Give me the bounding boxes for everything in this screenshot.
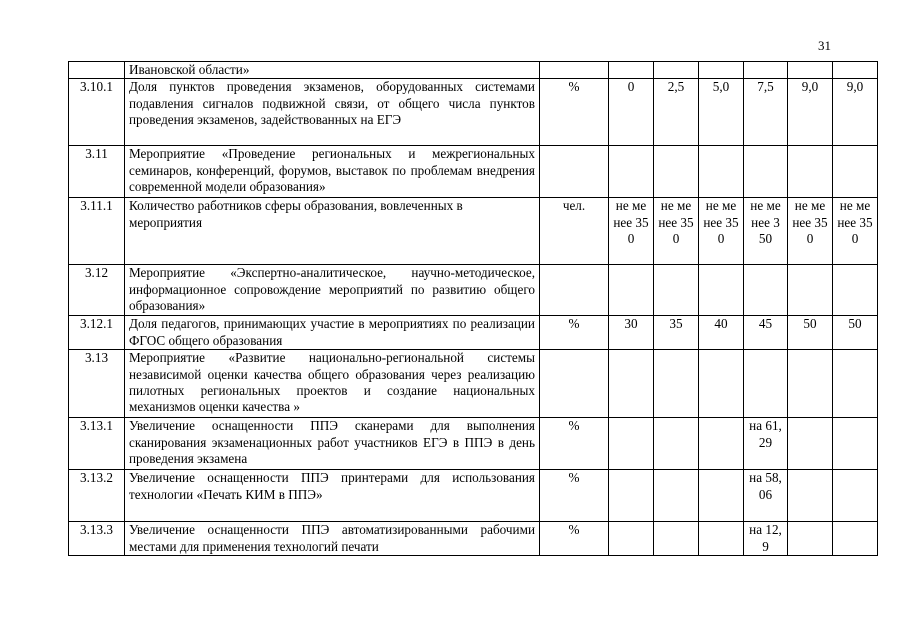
row-value: 5,0 xyxy=(699,79,744,146)
row-value: не менее 350 xyxy=(609,198,654,265)
row-unit xyxy=(540,350,609,418)
table-row xyxy=(69,62,878,79)
row-value xyxy=(699,522,744,556)
row-value xyxy=(609,350,654,418)
row-number: 3.12 xyxy=(69,265,125,316)
table-row xyxy=(69,316,878,350)
row-value xyxy=(833,62,878,79)
row-value xyxy=(833,350,878,418)
row-value: 45 xyxy=(744,316,788,350)
row-value xyxy=(744,265,788,316)
row-value xyxy=(609,265,654,316)
row-text: Количество работников сферы образования, вовлеченных в мероприятия xyxy=(125,198,540,265)
row-value xyxy=(699,62,744,79)
table-row xyxy=(69,146,878,198)
row-value xyxy=(654,62,699,79)
row-value xyxy=(833,265,878,316)
table-row xyxy=(69,198,878,265)
row-unit xyxy=(540,265,609,316)
row-value xyxy=(609,470,654,522)
row-unit: % xyxy=(540,418,609,470)
row-unit: % xyxy=(540,79,609,146)
row-number: 3.11 xyxy=(69,146,125,198)
row-text: Ивановской области» xyxy=(125,62,540,79)
row-value xyxy=(788,62,833,79)
row-number: 3.12.1 xyxy=(69,316,125,350)
row-value xyxy=(788,350,833,418)
row-value xyxy=(654,146,699,198)
row-value xyxy=(788,265,833,316)
row-value: не менее 350 xyxy=(788,198,833,265)
row-number: 3.13.1 xyxy=(69,418,125,470)
row-value: 35 xyxy=(654,316,699,350)
table-row xyxy=(69,350,878,418)
row-value xyxy=(788,418,833,470)
row-value xyxy=(788,146,833,198)
row-unit: % xyxy=(540,522,609,556)
row-text: Мероприятие «Развитие национально-региональной системы независимой оценки качества общего образования через реализацию пилотных региональных проектов и создание национальных механизмов оценки качества » xyxy=(125,350,540,418)
row-value xyxy=(833,522,878,556)
row-number: 3.10.1 xyxy=(69,79,125,146)
table-row xyxy=(69,418,878,470)
row-unit xyxy=(540,62,609,79)
row-value xyxy=(609,418,654,470)
row-value: 50 xyxy=(833,316,878,350)
row-text: Доля педагогов, принимающих участие в мероприятиях по реализации ФГОС общего образования xyxy=(125,316,540,350)
row-value xyxy=(654,350,699,418)
table-row xyxy=(69,79,878,146)
row-value xyxy=(744,62,788,79)
row-value xyxy=(699,350,744,418)
row-value xyxy=(744,350,788,418)
row-value xyxy=(654,418,699,470)
row-number: 3.11.1 xyxy=(69,198,125,265)
row-value: 40 xyxy=(699,316,744,350)
row-value: 30 xyxy=(609,316,654,350)
row-value xyxy=(654,470,699,522)
row-value xyxy=(609,522,654,556)
row-text: Увеличение оснащенности ППЭ сканерами для выполнения сканирования экзаменационных работ участников ЕГЭ в ППЭ в день проведения экзамена xyxy=(125,418,540,470)
row-value: 2,5 xyxy=(654,79,699,146)
row-number: 3.13 xyxy=(69,350,125,418)
row-unit: чел. xyxy=(540,198,609,265)
row-value xyxy=(609,146,654,198)
row-value: 9,0 xyxy=(788,79,833,146)
row-value xyxy=(833,470,878,522)
row-value xyxy=(654,522,699,556)
row-value: на 61,29 xyxy=(744,418,788,470)
row-value xyxy=(699,265,744,316)
row-text: Увеличение оснащенности ППЭ принтерами для использования технологии «Печать КИМ в ППЭ» xyxy=(125,470,540,522)
row-value xyxy=(609,62,654,79)
row-value xyxy=(744,146,788,198)
row-value: на 58,06 xyxy=(744,470,788,522)
row-text: Доля пунктов проведения экзаменов, оборудованных системами подавления сигналов подвижной связи, от общего числа пунктов проведения экзаменов, задействованных на ЕГЭ xyxy=(125,79,540,146)
row-unit: % xyxy=(540,316,609,350)
row-value: 50 xyxy=(788,316,833,350)
row-value: 9,0 xyxy=(833,79,878,146)
row-unit: % xyxy=(540,470,609,522)
row-value: 7,5 xyxy=(744,79,788,146)
row-value: на 12,9 xyxy=(744,522,788,556)
row-value xyxy=(654,265,699,316)
table-row xyxy=(69,470,878,522)
row-number: 3.13.2 xyxy=(69,470,125,522)
row-value xyxy=(699,418,744,470)
page-number: 31 xyxy=(818,38,831,53)
row-value xyxy=(833,418,878,470)
row-number: 3.13.3 xyxy=(69,522,125,556)
row-value xyxy=(833,146,878,198)
row-value xyxy=(788,470,833,522)
row-text: Мероприятие «Экспертно-аналитическое, научно-методическое, информационное сопровождение мероприятий по развитию общего образования» xyxy=(125,265,540,316)
row-value xyxy=(788,522,833,556)
indicators-table xyxy=(68,61,878,556)
table-row xyxy=(69,522,878,556)
row-text: Мероприятие «Проведение региональных и межрегиональных семинаров, конференций, форумов, выставок по проблемам внедрения современной модели образования» xyxy=(125,146,540,198)
row-value: не менее 350 xyxy=(833,198,878,265)
row-value: не менее 350 xyxy=(654,198,699,265)
row-value: 0 xyxy=(609,79,654,146)
table-row xyxy=(69,265,878,316)
row-number xyxy=(69,62,125,79)
row-value: не менее 350 xyxy=(699,198,744,265)
row-value: не менее 350 xyxy=(744,198,788,265)
row-value xyxy=(699,470,744,522)
row-value xyxy=(699,146,744,198)
row-text: Увеличение оснащенности ППЭ автоматизированными рабочими местами для применения технологий печати xyxy=(125,522,540,556)
row-unit xyxy=(540,146,609,198)
